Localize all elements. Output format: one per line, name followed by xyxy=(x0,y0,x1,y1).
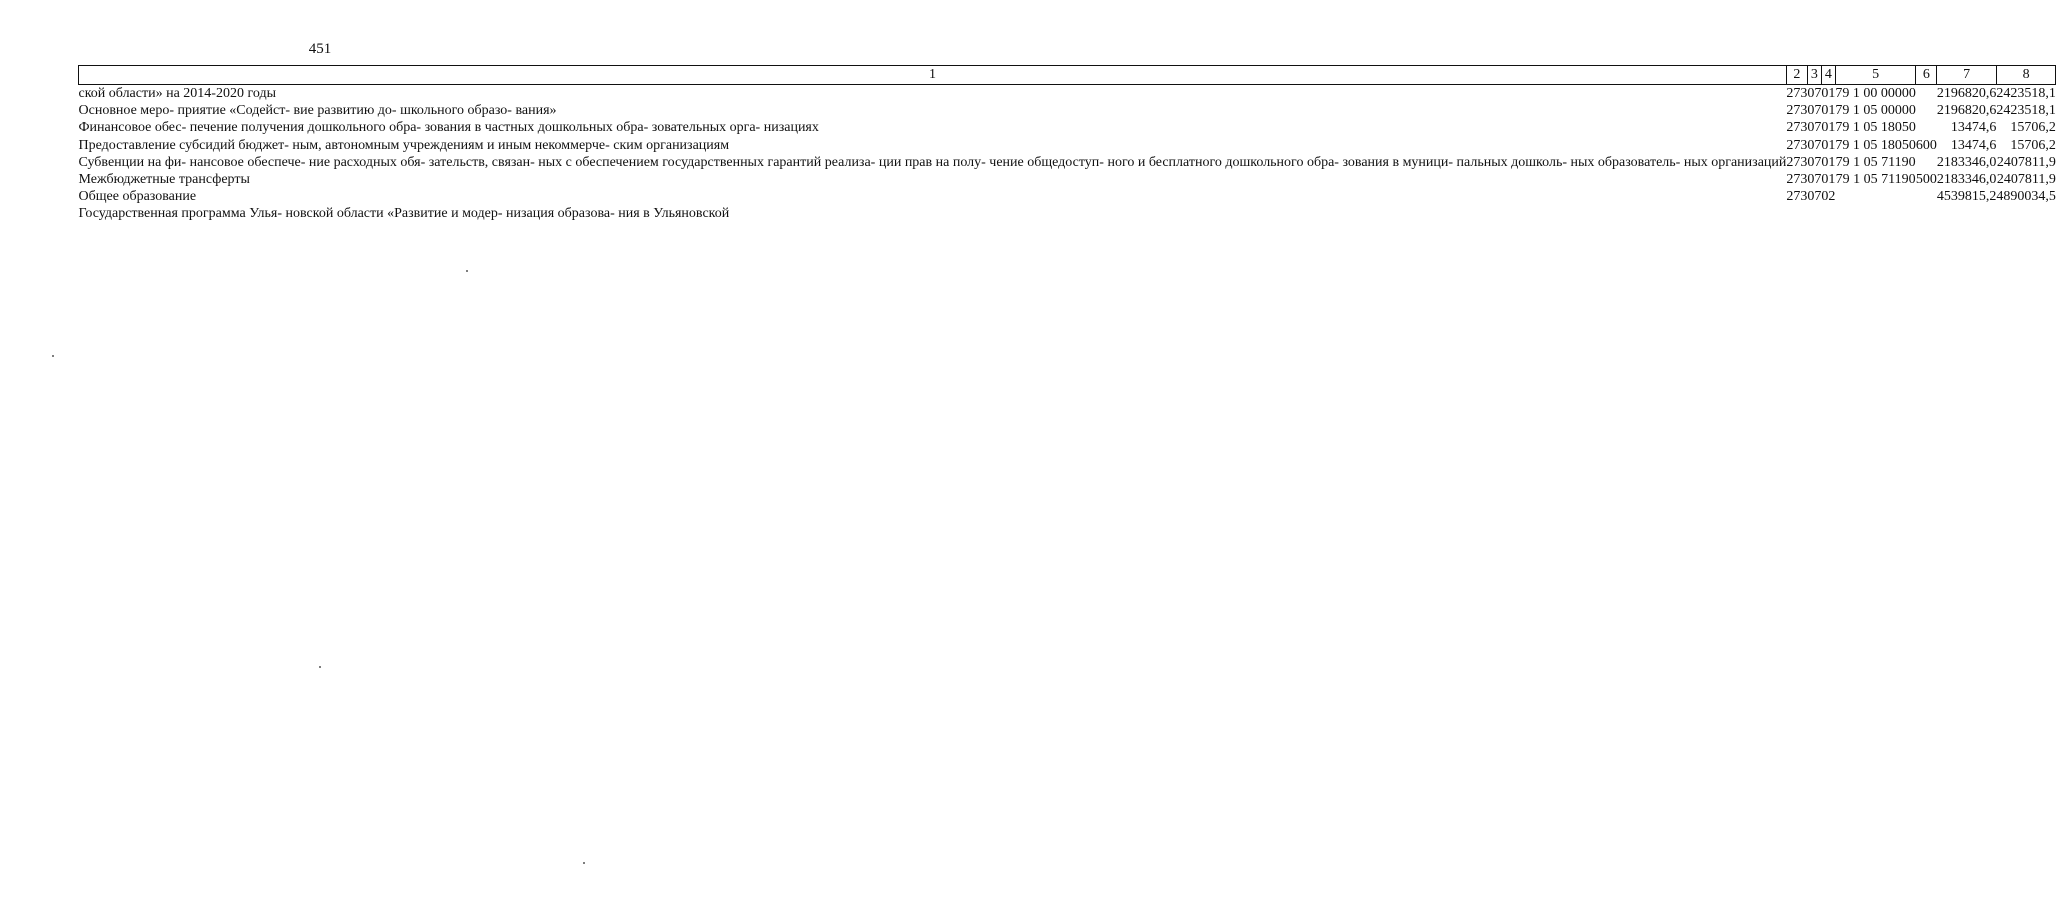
cell-amount-7: 13474,6 xyxy=(1950,137,1997,153)
header-col-4: 4 xyxy=(1821,66,1835,85)
cell-amount-8: 2423518,1 xyxy=(1996,103,2056,119)
scan-speck xyxy=(319,666,321,668)
header-col-3: 3 xyxy=(1807,66,1821,85)
cell-code-6: 600 xyxy=(1915,137,1937,153)
header-col-5: 5 xyxy=(1835,66,1916,85)
cell-amount-8: 15706,2 xyxy=(2010,120,2056,136)
cell-description: ской области» на 2014-2020 годы xyxy=(78,86,276,101)
table-row xyxy=(79,102,2056,119)
cell-code-3 xyxy=(1807,205,1821,222)
cell-description: Основное меро- приятие «Содейст- вие развитию до- школьного образо- вания» xyxy=(78,103,557,119)
cell-amount-7 xyxy=(1937,205,1997,222)
cell-code-6 xyxy=(1916,102,1937,119)
cell-code-4: 01 xyxy=(1821,137,1836,153)
cell-code-4 xyxy=(1821,205,1835,222)
cell-code-4: 02 xyxy=(1821,189,1836,205)
cell-description: Субвенции на фи- нансовое обеспече- ние расходных обя- зательств, связан- ных с обеспечением государственных гарантий реализа- ции прав на полу- чение общедоступ- ного и бесплатного дошкольного обра- зования в муници- пальных дошколь- ных образователь- ных организаций xyxy=(78,154,1787,170)
cell-code-4: 01 xyxy=(1821,120,1836,136)
cell-description: Предоставление субсидий бюджет- ным, автономным учреждениям и иным некоммерче- ским организациям xyxy=(78,137,730,153)
cell-code-2: 273 xyxy=(1786,86,1808,101)
header-col-1: 1 xyxy=(79,66,1787,85)
cell-code-2 xyxy=(1786,205,1807,222)
cell-description: Межбюджетные трансферты xyxy=(78,172,250,188)
cell-code-2: 273 xyxy=(1786,172,1808,188)
cell-code-5: 79 1 05 00000 xyxy=(1835,103,1916,119)
cell-code-6 xyxy=(1916,85,1937,103)
cell-code-2: 273 xyxy=(1786,137,1808,153)
cell-code-5: 79 1 00 00000 xyxy=(1835,86,1916,101)
cell-code-6 xyxy=(1916,188,1937,205)
cell-amount-8: 15706,2 xyxy=(2010,137,2056,153)
cell-amount-7: 2183346,0 xyxy=(1936,154,1997,170)
header-col-6: 6 xyxy=(1916,66,1937,85)
budget-table xyxy=(78,65,2056,223)
page-number: 451 xyxy=(308,41,332,57)
cell-code-5: 79 1 05 71190 xyxy=(1835,154,1916,170)
cell-code-3: 07 xyxy=(1807,86,1822,101)
table-row xyxy=(79,137,2056,154)
cell-amount-8: 4890034,5 xyxy=(1996,189,2056,205)
cell-code-5: 79 1 05 18050 xyxy=(1835,120,1916,136)
header-col-2: 2 xyxy=(1786,66,1807,85)
cell-amount-8: 2423518,1 xyxy=(1996,86,2056,101)
table-row xyxy=(79,154,2056,171)
cell-code-5 xyxy=(1835,188,1916,205)
scan-speck xyxy=(52,355,54,357)
cell-code-3: 07 xyxy=(1807,137,1822,153)
table-row xyxy=(79,188,2056,205)
table-row xyxy=(79,171,2056,188)
cell-code-6 xyxy=(1916,205,1937,222)
cell-code-3: 07 xyxy=(1807,120,1822,136)
cell-amount-7: 13474,6 xyxy=(1950,120,1997,136)
cell-code-3: 07 xyxy=(1807,172,1822,188)
cell-amount-7: 2183346,0 xyxy=(1936,172,1997,188)
cell-code-4: 01 xyxy=(1821,103,1836,119)
cell-amount-7: 2196820,6 xyxy=(1936,103,1997,119)
cell-amount-7: 2196820,6 xyxy=(1936,86,1997,101)
cell-code-6 xyxy=(1916,154,1937,171)
cell-description: Общее образование xyxy=(78,189,197,205)
cell-code-3: 07 xyxy=(1807,154,1822,170)
cell-code-2: 273 xyxy=(1786,189,1808,205)
scan-speck xyxy=(466,270,468,272)
table-row xyxy=(79,85,2056,103)
cell-code-3: 07 xyxy=(1807,189,1822,205)
header-row xyxy=(79,66,2056,85)
cell-code-4: 01 xyxy=(1821,154,1836,170)
cell-code-2: 273 xyxy=(1786,154,1808,170)
cell-code-4: 01 xyxy=(1821,172,1836,188)
cell-code-4: 01 xyxy=(1821,86,1836,101)
cell-code-6: 500 xyxy=(1915,172,1937,188)
cell-amount-8: 2407811,9 xyxy=(1996,172,2056,188)
table-row xyxy=(79,205,2056,222)
header-col-7: 7 xyxy=(1937,66,1997,85)
cell-amount-8: 2407811,9 xyxy=(1996,154,2056,170)
cell-description: Финансовое обес- печение получения дошкольного обра- зования в частных дошкольных обра- зовательных орга- низациях xyxy=(78,120,819,136)
cell-code-5: 79 1 05 71190 xyxy=(1835,172,1916,188)
table-row xyxy=(79,119,2056,136)
cell-amount-7: 4539815,2 xyxy=(1936,189,1997,205)
cell-code-6 xyxy=(1916,119,1937,136)
scan-speck xyxy=(583,862,585,864)
cell-description: Государственная программа Улья- новской области «Развитие и модер- низация образова- ния в Ульяновской xyxy=(78,206,730,222)
cell-code-2: 273 xyxy=(1786,120,1808,136)
cell-code-3: 07 xyxy=(1807,103,1822,119)
cell-code-5 xyxy=(1835,205,1916,222)
cell-amount-8 xyxy=(1996,205,2056,222)
cell-code-2: 273 xyxy=(1786,103,1808,119)
cell-code-5: 79 1 05 18050 xyxy=(1835,137,1916,153)
header-col-8: 8 xyxy=(1996,66,2056,85)
